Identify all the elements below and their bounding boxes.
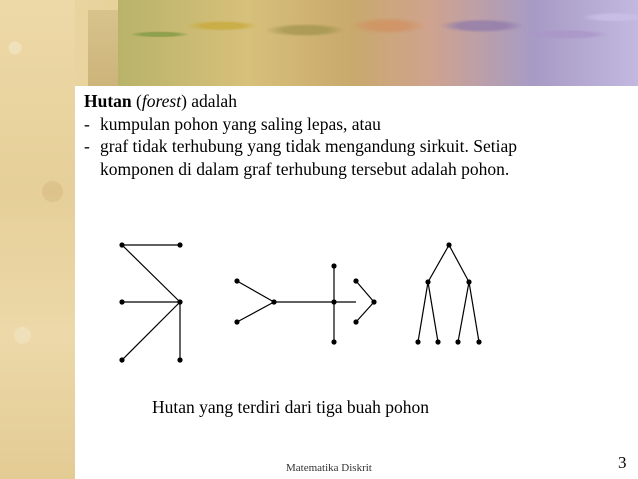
background-left-parchment [0, 0, 75, 479]
vertex [446, 242, 451, 247]
bullet-text-2: graf tidak terhubung yang tidak mengandung sirkuit. Setiap [100, 136, 517, 156]
term-english-italic: forest [141, 91, 182, 111]
vertex [435, 339, 440, 344]
tree-3 [418, 245, 479, 342]
vertex [455, 339, 460, 344]
vertex [371, 299, 376, 304]
bullet-text-1: kumpulan pohon yang saling lepas, atau [100, 113, 381, 134]
tree-2-vertices [234, 263, 376, 344]
vertex [331, 299, 336, 304]
bullet-item-1 [84, 113, 624, 136]
vertex [177, 299, 182, 304]
definition-line [84, 90, 624, 113]
vertex [331, 263, 336, 268]
vertex [425, 279, 430, 284]
figure-caption: Hutan yang terdiri dari tiga buah pohon [152, 397, 430, 417]
vertex [476, 339, 481, 344]
tree-1 [122, 245, 180, 360]
vertex [234, 278, 239, 283]
vertex [415, 339, 420, 344]
vertex [119, 299, 124, 304]
vertex [234, 319, 239, 324]
bullet-marker: - [84, 136, 90, 156]
term-paren-open: ( [131, 91, 142, 111]
vertex [177, 242, 182, 247]
tree-2 [237, 266, 374, 342]
vertex [353, 278, 358, 283]
page-number: 3 [618, 453, 627, 472]
vertex [466, 279, 471, 284]
bullet-item-2 [84, 135, 624, 158]
bullet-marker: - [84, 113, 90, 134]
floral-banner-image [118, 0, 638, 86]
bullet-item-2-continuation: komponen di dalam graf terhubung tersebut adalah pohon. [100, 158, 510, 179]
vertex [331, 339, 336, 344]
forest-diagram [100, 235, 500, 370]
vertex [177, 357, 182, 362]
slide-body-text [84, 90, 624, 180]
term-paren-close: ) adalah [181, 91, 237, 111]
footer-text: Matematika Diskrit [286, 462, 372, 474]
vertex [353, 319, 358, 324]
term-bold: Hutan [84, 91, 132, 111]
vertex [119, 242, 124, 247]
tree-3-vertices [415, 242, 481, 344]
vertex [119, 357, 124, 362]
banner-left-strip [88, 10, 120, 86]
vertex [271, 299, 276, 304]
